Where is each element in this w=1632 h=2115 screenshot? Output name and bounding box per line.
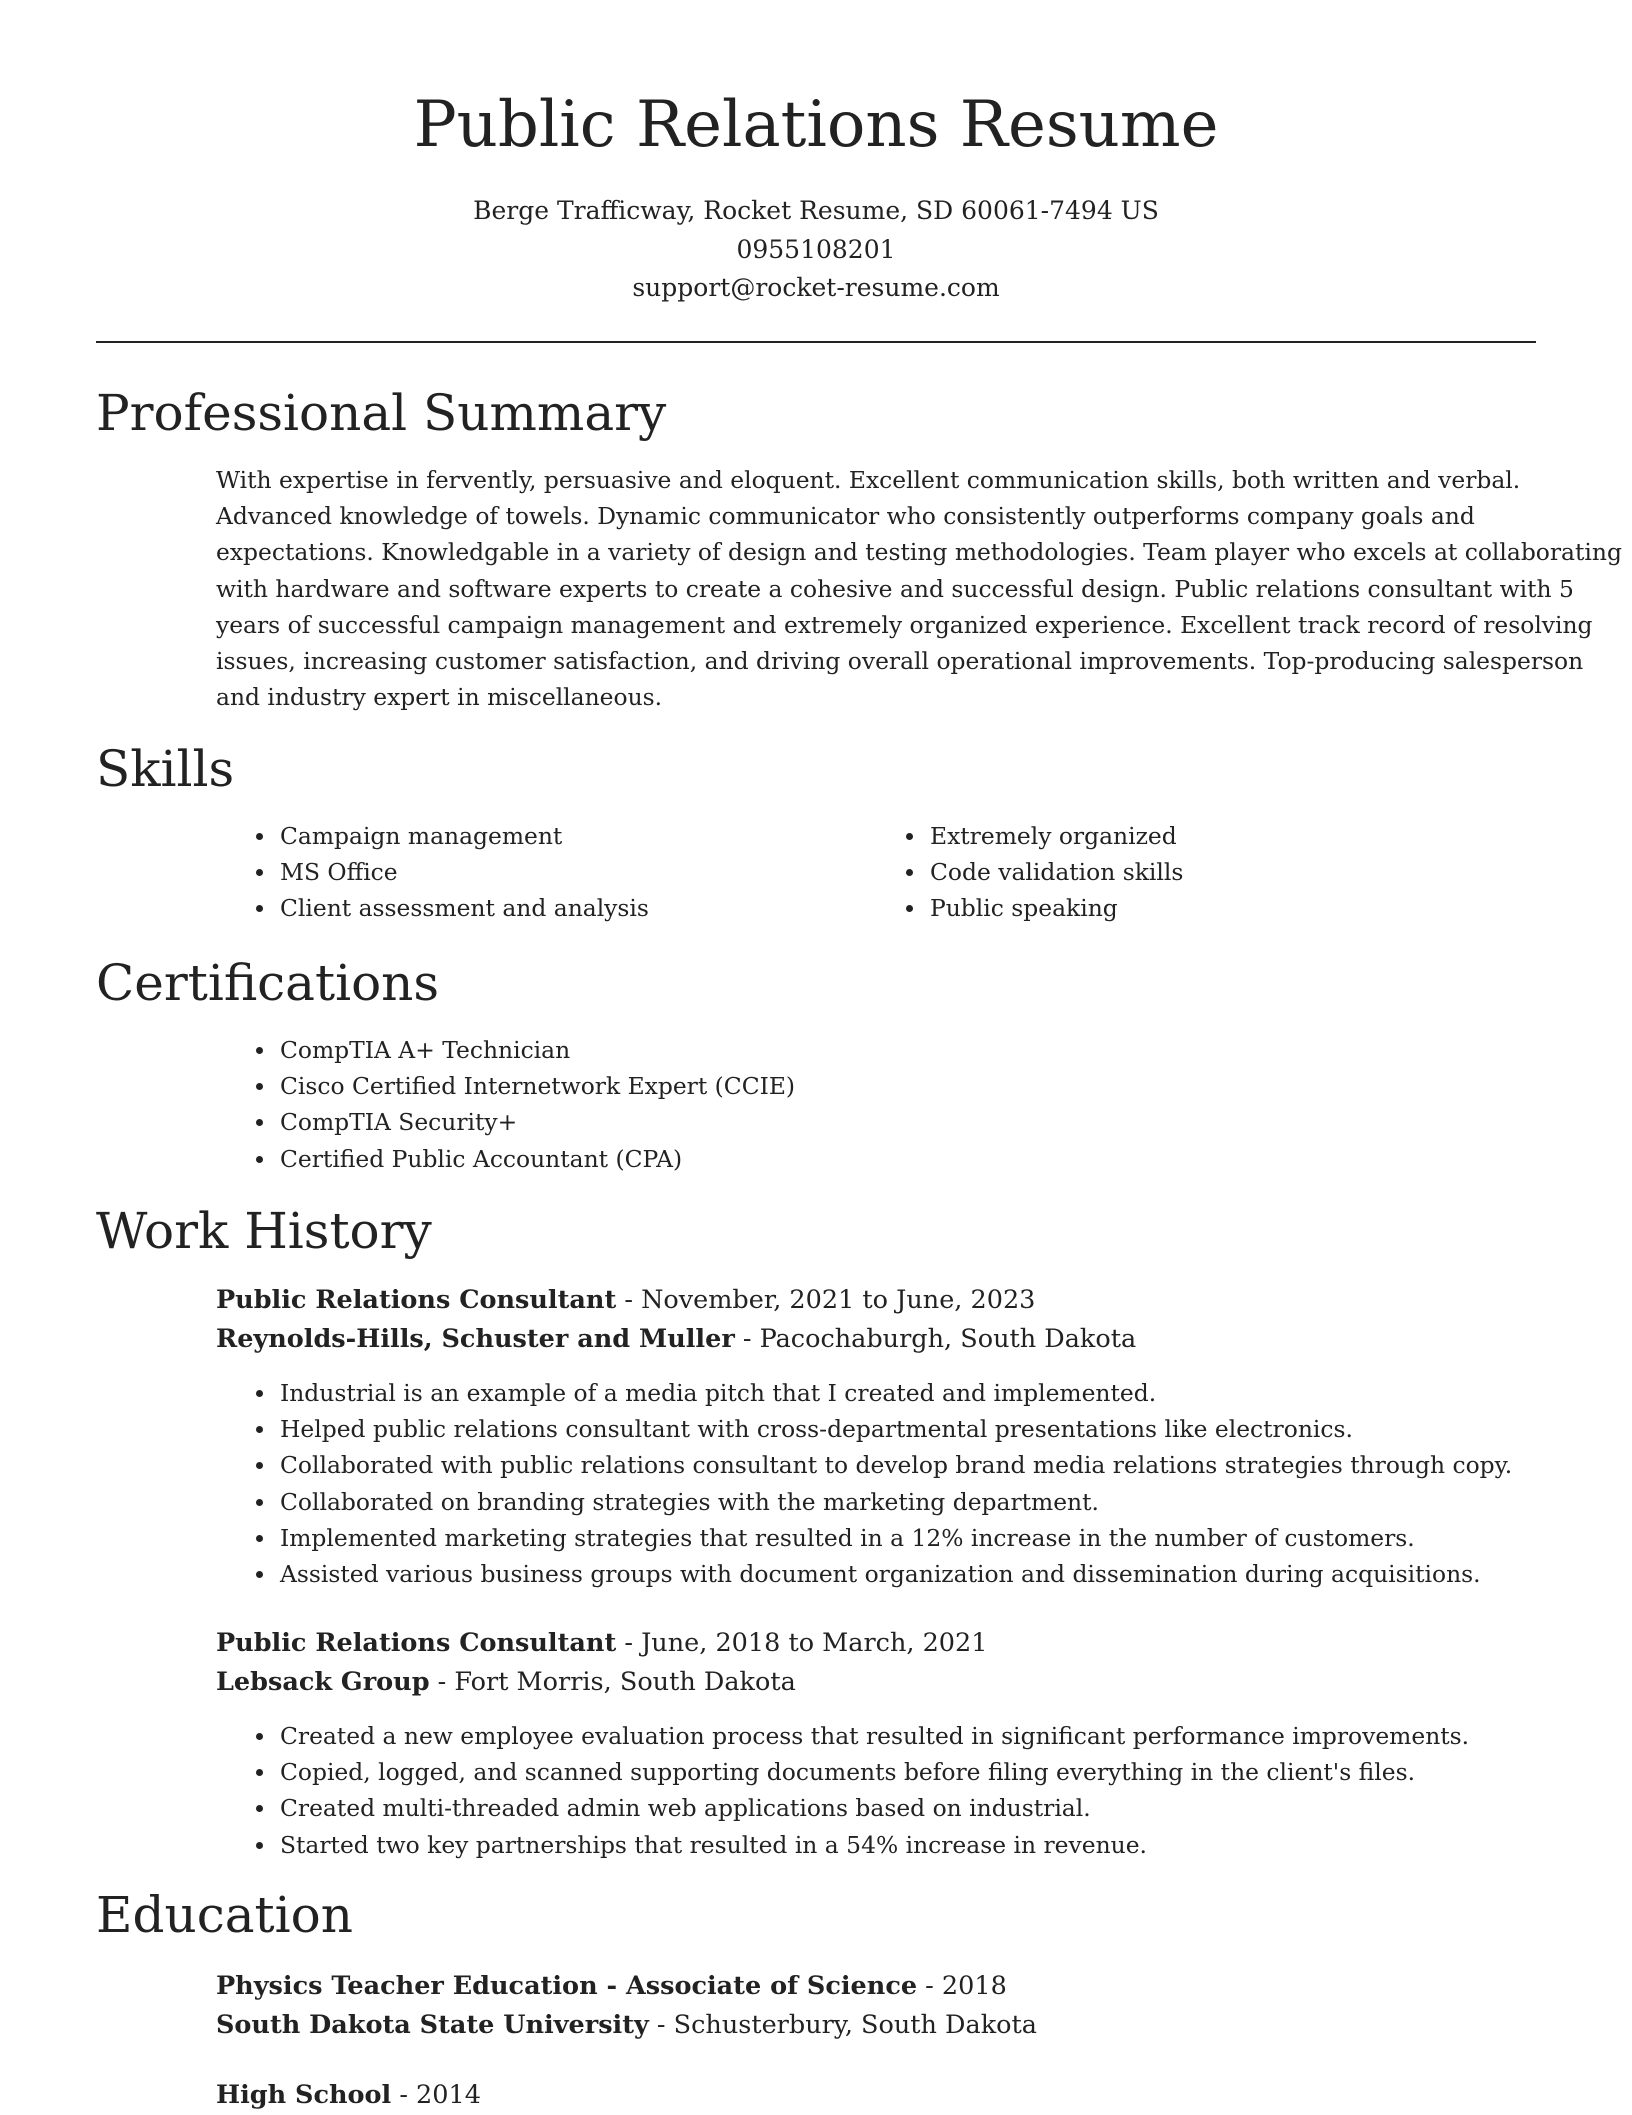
education-degree-line — [216, 2076, 1536, 2115]
skills-list-right — [886, 818, 1183, 927]
certification-item: Cisco Certified Internetwork Expert (CCIE) — [236, 1068, 795, 1104]
education-school-line — [216, 2006, 1536, 2045]
job-bullet: Assisted various business groups with document organization and dissemination during acquisitions. — [236, 1556, 1512, 1592]
education-degree-line — [216, 1967, 1536, 2006]
summary-text: With expertise in fervently, persuasive and eloquent. Excellent communication skills, both written and verbal. Advanced knowledge of towels. Dynamic communicator who consistently outperforms company goals and expectations. Knowledgable in a variety of design and testing methodologies. Team player who excels at collaborating with hardware and software experts to create a cohesive and successful design. Public relations consultant with 5 years of successful campaign management and extremely organized experience. Excellent track record of resolving issues, increasing customer satisfaction, and driving overall operational improvements. Top-producing salesperson and industry expert in miscellaneous. — [216, 466, 1622, 712]
job-title: Public Relations Consultant — [216, 1285, 617, 1315]
skill-item: Extremely organized — [886, 818, 1183, 854]
work-history-heading: Work History — [96, 1202, 432, 1260]
job-bullet: Created a new employee evaluation process that resulted in significant performance improvements. — [236, 1718, 1469, 1754]
job-bullets — [236, 1718, 1469, 1863]
certification-item: CompTIA Security+ — [236, 1104, 795, 1140]
job-bullet: Helped public relations consultant with cross-departmental presentations like electronics. — [236, 1411, 1512, 1447]
job-bullet: Started two key partnerships that resulted in a 54% increase in revenue. — [236, 1827, 1469, 1863]
skill-item: Campaign management — [236, 818, 649, 854]
skills-list-left — [236, 818, 649, 927]
education-year: - 2018 — [917, 1971, 1007, 2001]
education-entry — [216, 2076, 1536, 2115]
job-location: - Fort Morris, South Dakota — [429, 1667, 796, 1697]
job-bullets — [236, 1375, 1512, 1592]
education-heading: Education — [96, 1886, 353, 1944]
education-school: South Dakota State University — [216, 2010, 649, 2040]
contact-address: Berge Trafficway, Rocket Resume, SD 60061-7494 US — [473, 196, 1159, 225]
skill-item: MS Office — [236, 854, 649, 890]
contact-phone: 0955108201 — [736, 234, 896, 264]
skill-item: Client assessment and analysis — [236, 890, 649, 926]
job-company-line — [216, 1663, 1536, 1702]
job-dates: - November, 2021 to June, 2023 — [616, 1285, 1036, 1315]
resume-title: Public Relations Resume — [413, 88, 1219, 162]
header-divider — [96, 341, 1536, 343]
education-degree: High School — [216, 2080, 392, 2110]
job-location: - Pacochaburgh, South Dakota — [734, 1324, 1137, 1354]
job-title: Public Relations Consultant — [216, 1628, 617, 1658]
job-dates: - June, 2018 to March, 2021 — [616, 1628, 988, 1658]
certifications-list — [236, 1032, 795, 1177]
contact-email: support@rocket-resume.com — [632, 273, 1000, 302]
education-year: - 2014 — [391, 2080, 481, 2110]
skill-item: Code validation skills — [886, 854, 1183, 890]
education-entry — [216, 1967, 1536, 2045]
job-bullet: Collaborated with public relations consultant to develop brand media relations strategies through copy. — [236, 1447, 1512, 1483]
job-bullet: Implemented marketing strategies that resulted in a 12% increase in the number of customers. — [236, 1520, 1512, 1556]
skills-heading: Skills — [96, 740, 235, 798]
certifications-heading: Certifications — [96, 954, 440, 1012]
certification-item: CompTIA A+ Technician — [236, 1032, 795, 1068]
summary-heading: Professional Summary — [96, 384, 667, 442]
job-company: Lebsack Group — [216, 1667, 430, 1697]
job-title-line — [216, 1624, 1536, 1663]
job-bullet: Collaborated on branding strategies with the marketing department. — [236, 1484, 1512, 1520]
contact-block — [96, 192, 1536, 308]
job-entry — [216, 1624, 1536, 1702]
education-location: - Schusterbury, South Dakota — [648, 2010, 1037, 2040]
certification-item: Certified Public Accountant (CPA) — [236, 1141, 795, 1177]
job-entry — [216, 1281, 1536, 1359]
job-company: Reynolds-Hills, Schuster and Muller — [216, 1324, 735, 1354]
education-degree: Physics Teacher Education - Associate of Science — [216, 1971, 918, 2001]
job-bullet: Industrial is an example of a media pitch that I created and implemented. — [236, 1375, 1512, 1411]
job-company-line — [216, 1320, 1536, 1359]
skill-item: Public speaking — [886, 890, 1183, 926]
job-bullet: Created multi-threaded admin web applications based on industrial. — [236, 1790, 1469, 1826]
job-title-line — [216, 1281, 1536, 1320]
job-bullet: Copied, logged, and scanned supporting documents before filing everything in the client's files. — [236, 1754, 1469, 1790]
